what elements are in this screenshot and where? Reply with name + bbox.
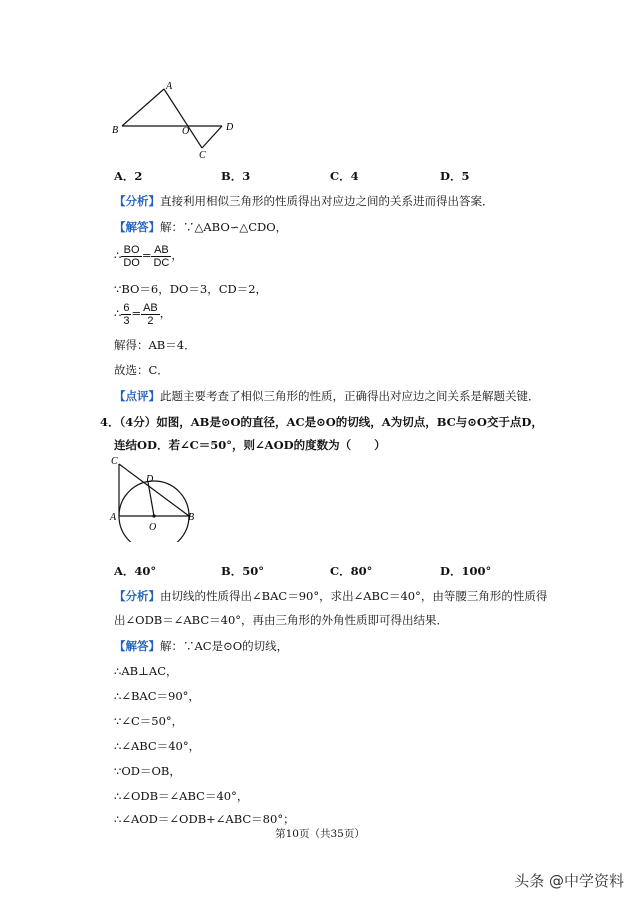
q3-solve: 解得：AB＝4． — [114, 338, 196, 352]
segment-ab — [122, 89, 164, 126]
fraction-ab-2: $\frac{AB}{2}$ — [143, 301, 158, 327]
q4-step-7: ∴∠AOD＝∠ODB+∠ABC＝80°； — [114, 812, 295, 826]
q4-option-a: A．40° — [114, 564, 157, 578]
figure-circle-tangent — [108, 452, 208, 542]
q3-option-a: A．2 — [114, 169, 143, 183]
q4-analysis-line-1: 【分析】由切线的性质得出∠BAC＝90°，求出∠ABC＝40°，由等腰三角形的性质得 — [114, 589, 548, 603]
label-d: D — [226, 122, 234, 133]
fraction-ab-dc: $\frac{AB}{DC}$ — [153, 243, 170, 269]
q4-option-c: C．80° — [330, 564, 373, 578]
q3-analysis: 【分析】直接利用相似三角形的性质得出对应边之间的关系进而得出答案． — [114, 194, 494, 208]
label-c: C — [111, 456, 118, 467]
q4-option-d: D．100° — [440, 564, 492, 578]
q4-answer: 【解答】解：∵AC是⊙O的切线， — [114, 639, 289, 653]
segment-ac — [164, 89, 202, 148]
analysis-tag: 【分析】 — [114, 194, 160, 208]
q4-stem-line-1: 4．（4分）如图，AB是⊙O的直径，AC是⊙O的切线，A为切点，BC与⊙O交于点D， — [100, 415, 543, 429]
page-footer: 第10页（共35页） — [275, 828, 365, 840]
q3-given-lengths: ∵BO＝6，DO＝3，CD＝2， — [114, 282, 268, 296]
q3-option-b: B．3 — [221, 169, 251, 183]
label-b: B — [188, 512, 195, 523]
segment-cb — [119, 464, 189, 516]
answer-tag: 【解答】 — [114, 639, 160, 653]
q4-step-6: ∴∠ODB＝∠ABC＝40°， — [114, 789, 249, 803]
label-d: D — [146, 474, 154, 485]
segment-cd — [202, 126, 222, 148]
label-a: A — [110, 512, 117, 523]
q3-option-c: C．4 — [330, 169, 359, 183]
center-point-o — [152, 514, 155, 517]
label-o: O — [182, 126, 190, 137]
q4-step-2: ∴∠BAC＝90°， — [114, 689, 200, 703]
q4-step-4: ∴∠ABC＝40°， — [114, 739, 201, 753]
q4-stem-line-2: 连结OD．若∠C＝50°，则∠AOD的度数为（ ） — [114, 438, 386, 452]
q3-option-d: D．5 — [440, 169, 470, 183]
q3-fraction-line-2: ∴ $\frac{6}{3}$ = $\frac{AB}{2}$ ， — [114, 301, 172, 327]
q4-option-b: B．50° — [221, 564, 264, 578]
q3-choice: 故选：C． — [114, 363, 169, 377]
label-c: C — [199, 150, 206, 160]
fraction-6-3: $\frac{6}{3}$ — [123, 301, 130, 327]
label-b: B — [112, 125, 119, 136]
q4-step-5: ∵OD＝OB， — [114, 764, 181, 778]
figure-triangles-abo-cdo — [108, 78, 248, 160]
q3-fraction-line-1: ∴ $\frac{BO}{DO}$ = $\frac{AB}{DC}$ ， — [114, 243, 183, 269]
q4-analysis-line-2: 出∠ODB＝∠ABC＝40°，再由三角形的外角性质即可得出结果． — [114, 613, 449, 627]
q3-comment: 【点评】此题主要考查了相似三角形的性质，正确得出对应边之间关系是解题关键． — [114, 389, 540, 403]
answer-tag: 【解答】 — [114, 220, 160, 234]
analysis-tag: 【分析】 — [114, 589, 160, 603]
watermark: 头条 @中学资料 — [514, 872, 624, 890]
q4-step-3: ∵∠C＝50°， — [114, 714, 184, 728]
comment-tag: 【点评】 — [114, 389, 160, 403]
q4-step-1: ∴AB⊥AC， — [114, 664, 178, 678]
q3-answer: 【解答】解：∵△ABO∽△CDO， — [114, 220, 288, 234]
fraction-bo-do: $\frac{BO}{DO}$ — [123, 243, 140, 269]
label-a: A — [166, 81, 173, 92]
label-o: O — [149, 522, 157, 533]
